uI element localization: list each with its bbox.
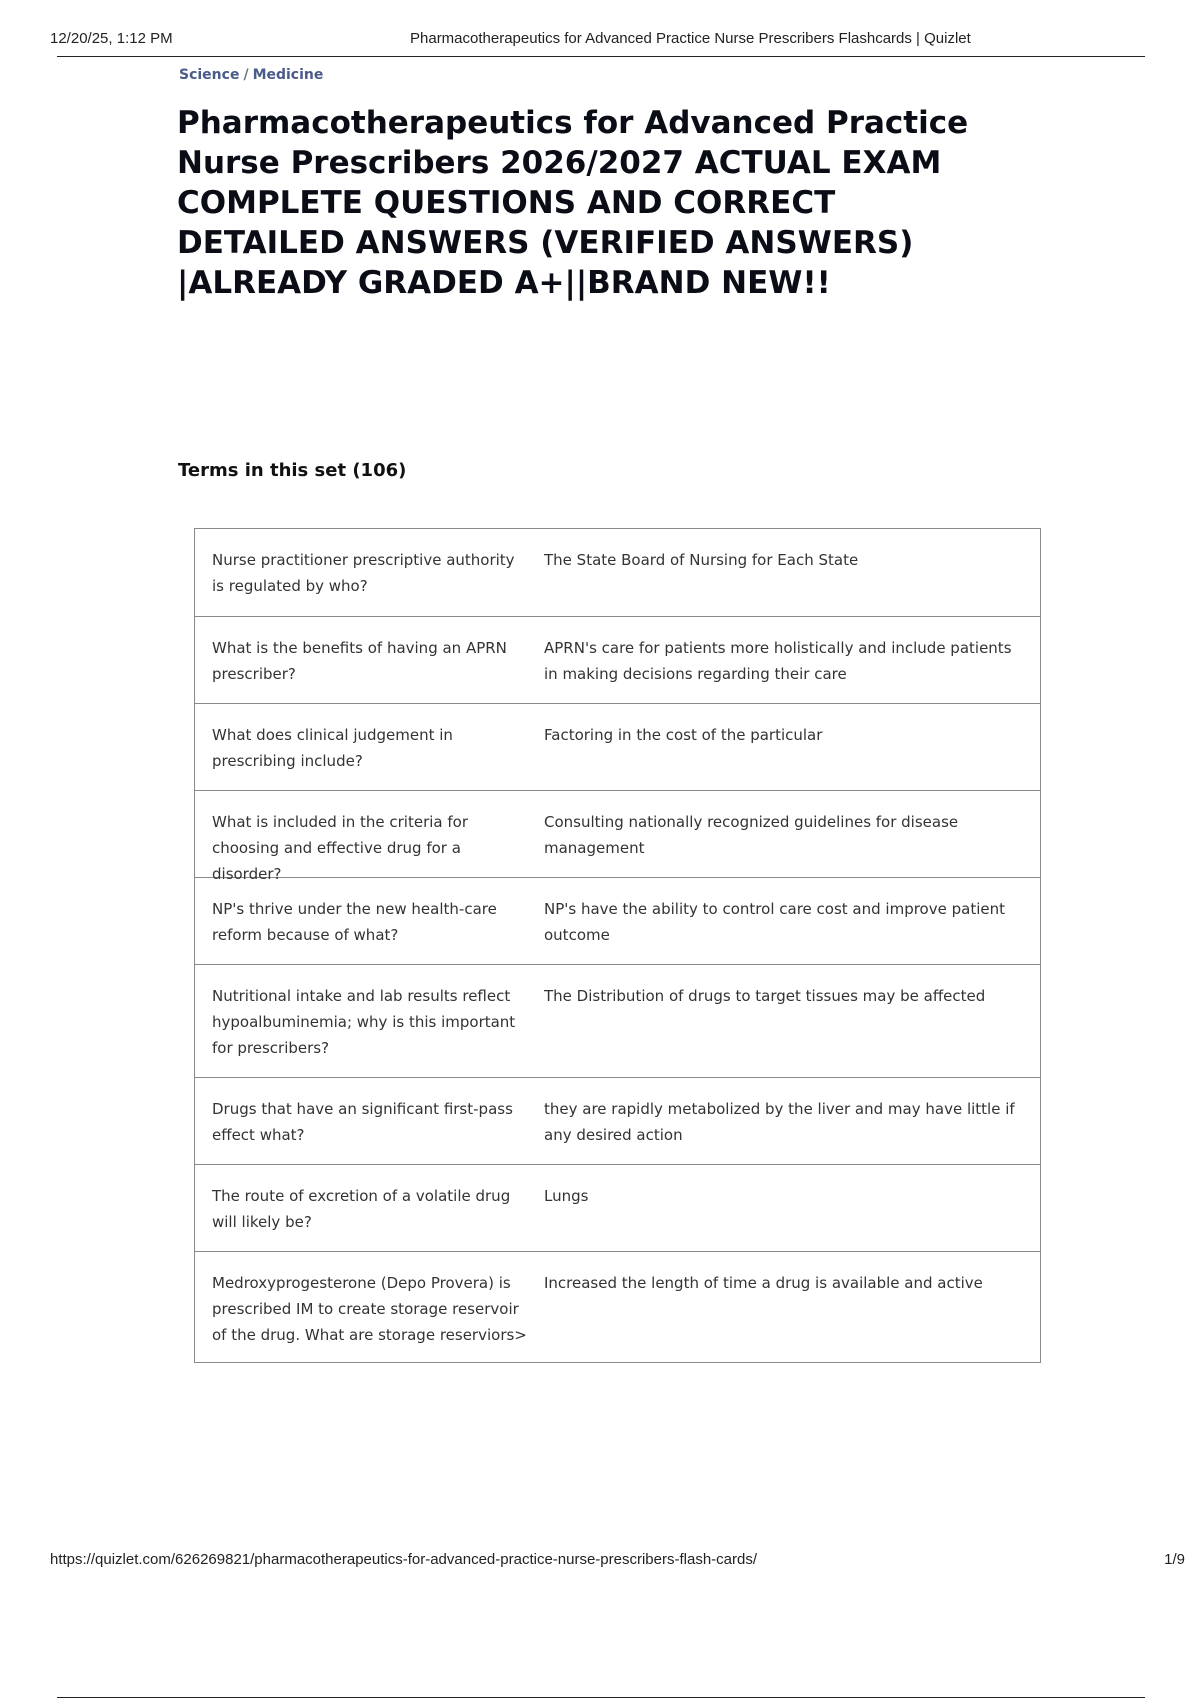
definition-text: Increased the length of time a drug is available and active	[544, 1274, 983, 1292]
term-row	[195, 703, 1040, 790]
print-datetime: 12/20/25, 1:12 PM	[50, 30, 173, 47]
term-text: Medroxyprogesterone (Depo Provera) is prescribed IM to create storage reservoir of the drug. What are storage reserviors>	[212, 1274, 527, 1344]
definition-text: The Distribution of drugs to target tissues may be affected	[544, 987, 986, 1005]
print-page-number: 1/9	[1164, 1551, 1185, 1568]
definition-text: Factoring in the cost of the particular	[544, 726, 823, 744]
breadcrumb	[179, 67, 323, 83]
term-row	[195, 964, 1040, 1077]
term-text: The route of excretion of a volatile drug will likely be?	[212, 1187, 511, 1231]
term-row	[195, 616, 1040, 703]
definition-text: NP's have the ability to control care cost and improve patient outcome	[544, 900, 1005, 944]
print-header	[50, 30, 1140, 56]
term-text: NP's thrive under the new health-care reform because of what?	[212, 900, 497, 944]
definition-text: Consulting nationally recognized guidelines for disease management	[544, 813, 959, 857]
terms-table	[194, 528, 1041, 1363]
term-row	[195, 529, 1040, 616]
print-page-title: Pharmacotherapeutics for Advanced Practice Nurse Prescribers Flashcards | Quizlet	[410, 30, 971, 47]
term-text: Drugs that have an significant first-pass effect what?	[212, 1100, 513, 1144]
definition-text: The State Board of Nursing for Each State	[544, 551, 859, 569]
terms-count-heading: Terms in this set (106)	[178, 460, 407, 481]
print-url: https://quizlet.com/626269821/pharmacotherapeutics-for-advanced-practice-nurse-prescribers-flash-cards/	[50, 1551, 758, 1568]
set-title: Pharmacotherapeutics for Advanced Practice Nurse Prescribers 2026/2027 ACTUAL EXAM COMPLETE QUESTIONS AND CORRECT DETAILED ANSWERS (VERIFIED ANSWERS) |ALREADY GRADED A+||BRAND NEW!!	[177, 105, 969, 301]
definition-text: Lungs	[544, 1187, 589, 1205]
header-divider	[57, 56, 1145, 57]
breadcrumb-link-science[interactable]: Science	[179, 67, 240, 83]
term-text: Nurse practitioner prescriptive authority is regulated by who?	[212, 551, 515, 595]
term-row	[195, 1164, 1040, 1251]
definition-text: they are rapidly metabolized by the liver and may have little if any desired action	[544, 1100, 1015, 1144]
footer-divider	[57, 1697, 1145, 1698]
term-text: What is included in the criteria for choosing and effective drug for a disorder?	[212, 813, 469, 883]
definition-text: APRN's care for patients more holistically and include patients in making decisions regarding their care	[544, 639, 1012, 683]
breadcrumb-separator: /	[243, 67, 249, 83]
term-row	[195, 1251, 1040, 1362]
term-text: What does clinical judgement in prescribing include?	[212, 726, 453, 770]
term-text: What is the benefits of having an APRN prescriber?	[212, 639, 507, 683]
term-row	[195, 1077, 1040, 1164]
term-text: Nutritional intake and lab results reflect hypoalbuminemia; why is this important for prescribers?	[212, 987, 516, 1057]
term-row	[195, 877, 1040, 964]
breadcrumb-link-medicine[interactable]: Medicine	[252, 67, 324, 83]
term-row	[195, 790, 1040, 883]
